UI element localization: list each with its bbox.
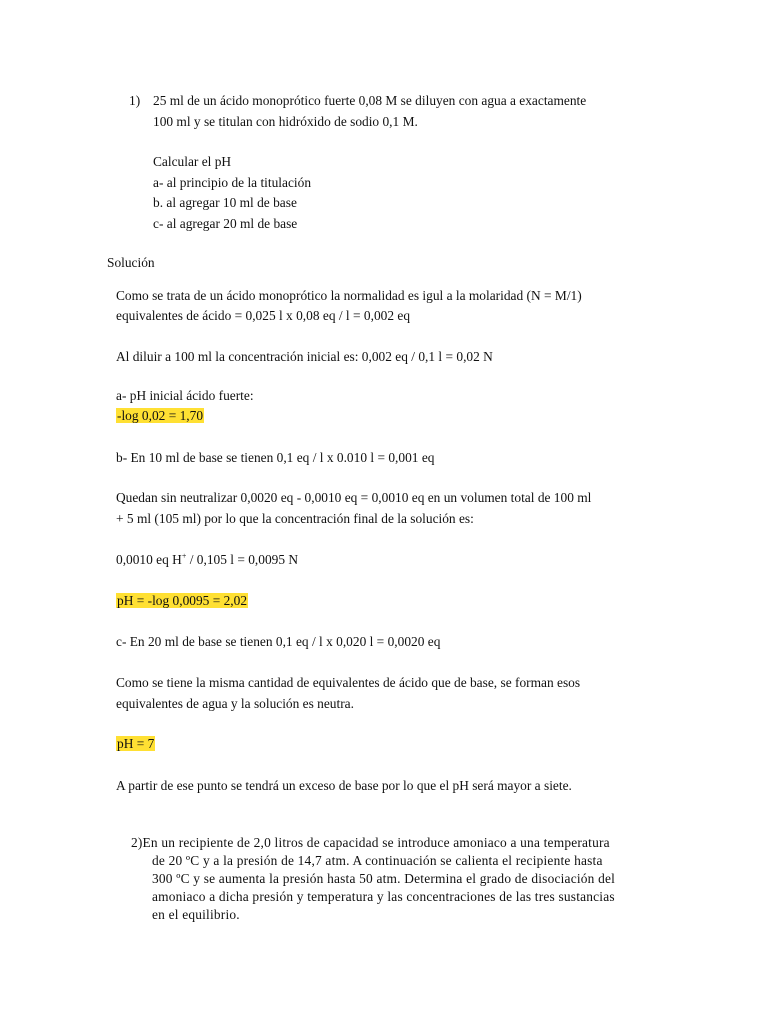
problem-1-calc: Calcular el pH [153, 154, 232, 169]
solution-a-label: a- pH inicial ácido fuerte: [116, 388, 254, 403]
highlight-c-result: pH = 7 [117, 736, 155, 751]
problem-2-line-5: en el equilibrio. [152, 907, 240, 922]
problem-2-line-1: 2)En un recipiente de 2,0 litros de capacidad se introduce amoniaco a una temperatura [131, 835, 610, 850]
problem-1-item-c: c- al agregar 20 ml de base [153, 216, 298, 231]
problem-1-number: 1) [129, 93, 141, 108]
solution-p3-line-1: Quedan sin neutralizar 0,0020 eq - 0,0010 eq = 0,0010 eq en un volumen total de 100 ml [116, 490, 592, 505]
solution-p2: Al diluir a 100 ml la concentración inicial es: 0,002 eq / 0,1 l = 0,02 N [116, 349, 493, 364]
solution-a-result [116, 407, 204, 425]
problem-2-line-4: amoniaco a dicha presión y temperatura y las concentraciones de las tres sustancias [152, 889, 615, 904]
problem-1-item-a: a- al principio de la titulación [153, 175, 312, 190]
concentration-pre: 0,0010 eq H [116, 552, 182, 567]
solution-p4-line-1: Como se tiene la misma cantidad de equivalentes de ácido que de base, se forman esos [116, 675, 581, 690]
solution-p1-line-1: Como se trata de un ácido monoprótico la normalidad es igul a la molaridad (N = M/1) [116, 288, 582, 303]
problem-1-text-line-2: 100 ml y se titulan con hidróxido de sodio 0,1 M. [153, 114, 418, 129]
problem-2-line-3: 300 ºC y se aumenta la presión hasta 50 atm. Determina el grado de disociación del [152, 871, 616, 886]
solution-c-result [116, 735, 155, 753]
solution-c-line: c- En 20 ml de base se tienen 0,1 eq / l x 0,020 l = 0,0020 eq [116, 634, 441, 649]
concentration-sup: + [181, 551, 187, 561]
solution-p1-line-2: equivalentes de ácido = 0,025 l x 0,08 eq / l = 0,002 eq [116, 308, 411, 323]
concentration-post: / 0,105 l = 0,0095 N [186, 552, 299, 567]
problem-1-item-b: b. al agregar 10 ml de base [153, 195, 297, 210]
solution-b-line: b- En 10 ml de base se tienen 0,1 eq / l x 0.010 l = 0,001 eq [116, 450, 435, 465]
solution-heading: Solución [107, 255, 155, 270]
highlight-b-result: pH = -log 0,0095 = 2,02 [117, 593, 248, 608]
solution-b-result [116, 592, 248, 610]
solution-p4-line-2: equivalentes de agua y la solución es neutra. [116, 696, 354, 711]
solution-concentration [116, 551, 298, 569]
highlight-a-result: -log 0,02 = 1,70 [117, 408, 204, 423]
problem-1-text-line-1: 25 ml de un ácido monoprótico fuerte 0,08 M se diluyen con agua a exactamente [153, 93, 587, 108]
solution-p5: A partir de ese punto se tendrá un exceso de base por lo que el pH será mayor a siete. [116, 778, 572, 793]
solution-p3-line-2: + 5 ml (105 ml) por lo que la concentración final de la solución es: [116, 511, 474, 526]
problem-2-line-2: de 20 ºC y a la presión de 14,7 atm. A continuación se calienta el recipiente hasta [152, 853, 603, 868]
